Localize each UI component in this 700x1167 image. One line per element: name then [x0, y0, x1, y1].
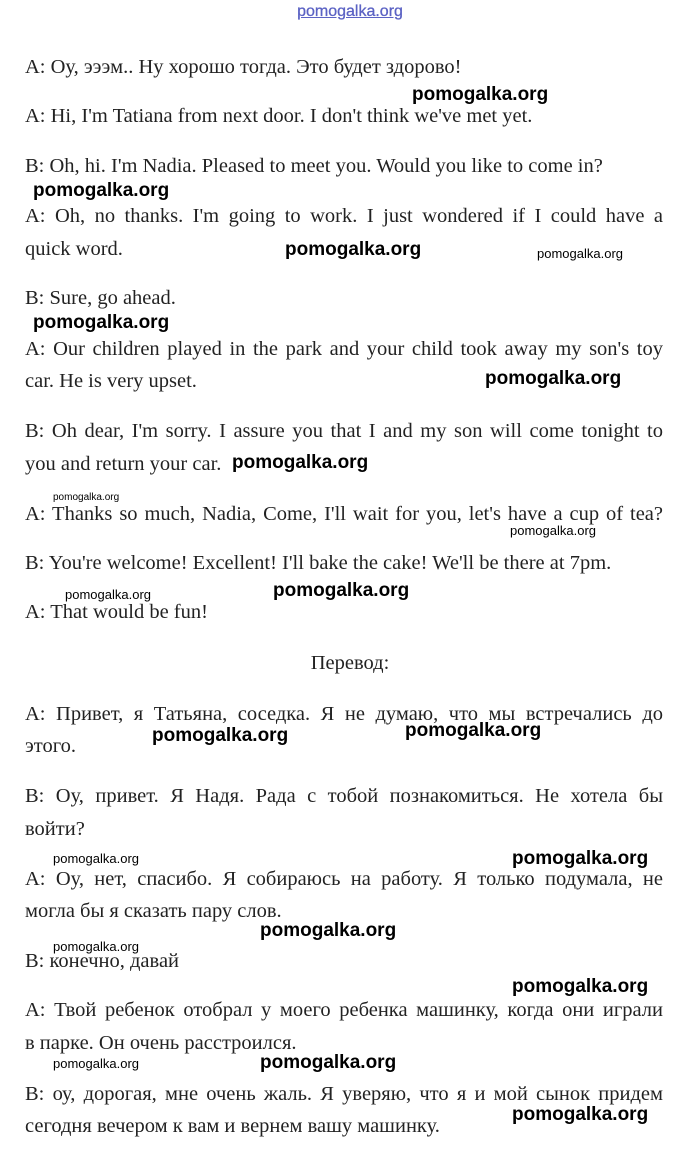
dialogue-line: car. He is very upset. — [25, 370, 197, 392]
watermark: pomogalka.org — [53, 1056, 139, 1071]
translation-line: В: оу, дорогая, мне очень жаль. Я уверяю, что я и мой сынок придем — [25, 1083, 663, 1105]
translation-line: В: конечно, давай — [25, 950, 180, 972]
watermark: pomogalka.org — [512, 976, 649, 997]
watermark: pomogalka.org — [512, 848, 649, 869]
translation-line: А: Твой ребенок отобрал у моего ребенка машинку, когда они играли — [25, 999, 663, 1021]
watermark: pomogalka.org — [65, 587, 151, 602]
watermark: pomogalka.org — [53, 492, 120, 503]
dialogue-line: A: Hi, I'm Tatiana from next door. I don't think we've met yet. — [25, 105, 533, 127]
dialogue-line: A: Our children played in the park and your child took away my son's toy — [25, 338, 663, 360]
watermark: pomogalka.org — [285, 239, 422, 260]
header-site-link[interactable]: pomogalka.org — [297, 3, 403, 20]
translation-line: B: Оу, привет. Я Надя. Рада с тобой познакомиться. Не хотела бы — [25, 785, 663, 807]
dialogue-line: B: Sure, go ahead. — [25, 287, 176, 309]
watermark: pomogalka.org — [512, 1104, 649, 1125]
translation-line: могла бы я сказать пару слов. — [25, 900, 282, 922]
watermark: pomogalka.org — [260, 1052, 397, 1073]
watermark: pomogalka.org — [33, 180, 170, 201]
watermark: pomogalka.org — [33, 312, 170, 333]
watermark: pomogalka.org — [510, 523, 596, 538]
dialogue-line: A: That would be fun! — [25, 601, 208, 623]
dialogue-line: A: Thanks so much, Nadia, Come, I'll wait for you, let's have a cup of tea? — [25, 503, 663, 525]
translation-line: сегодня вечером к вам и вернем вашу машинку. — [25, 1115, 440, 1137]
dialogue-line: quick word. — [25, 238, 123, 260]
watermark: pomogalka.org — [273, 580, 410, 601]
watermark: pomogalka.org — [53, 939, 139, 954]
translation-line: войти? — [25, 818, 85, 840]
watermark: pomogalka.org — [412, 84, 549, 105]
dialogue-line: B: Oh dear, I'm sorry. I assure you that I and my son will come tonight to — [25, 420, 663, 442]
dialogue-line: A: Oh, no thanks. I'm going to work. I just wondered if I could have a — [25, 205, 663, 227]
translation-line: А: Привет, я Татьяна, соседка. Я не думаю, что мы встречались до — [25, 703, 663, 725]
dialogue-line: A: Оу, эээм.. Ну хорошо тогда. Это будет здорово! — [25, 56, 462, 78]
translation-heading: Перевод: — [310, 652, 390, 674]
watermark: pomogalka.org — [152, 725, 289, 746]
watermark: pomogalka.org — [53, 851, 139, 866]
dialogue-line: B: You're welcome! Excellent! I'll bake the cake! We'll be there at 7pm. — [25, 552, 612, 574]
watermark: pomogalka.org — [260, 920, 397, 941]
translation-line: в парке. Он очень расстроился. — [25, 1032, 297, 1054]
dialogue-line: you and return your car. — [25, 453, 222, 475]
watermark: pomogalka.org — [485, 368, 622, 389]
watermark: pomogalka.org — [232, 452, 369, 473]
translation-line: этого. — [25, 735, 77, 757]
dialogue-line: B: Oh, hi. I'm Nadia. Pleased to meet you. Would you like to come in? — [25, 155, 603, 177]
watermark: pomogalka.org — [537, 246, 623, 261]
watermark: pomogalka.org — [405, 720, 542, 741]
translation-line: А: Оу, нет, спасибо. Я собираюсь на работу. Я только подумала, не — [25, 868, 663, 890]
